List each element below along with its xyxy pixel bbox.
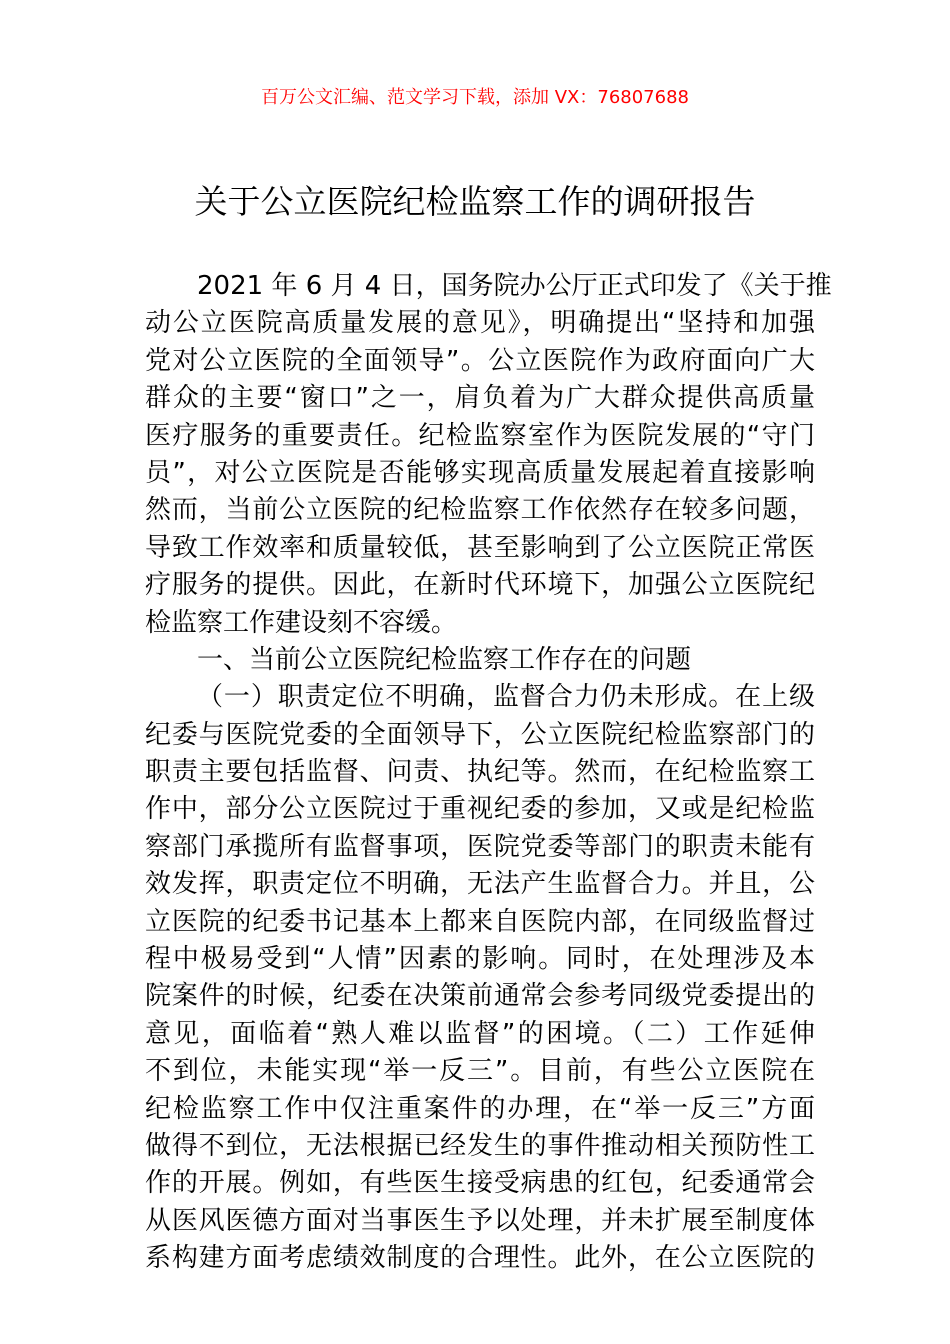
body-line: （一）职责定位不明确，监督合力仍未形成。在上级 (197, 682, 815, 713)
body-line: 不到位，未能实现“举一反三”。目前，有些公立医院在 (145, 1056, 815, 1087)
body-line: 做得不到位，无法根据已经发生的事件推动相关预防性工 (145, 1130, 815, 1161)
body-line: 作中，部分公立医院过于重视纪委的参加，又或是纪检监 (145, 794, 815, 825)
body-line: 然而，当前公立医院的纪检监察工作依然存在较多问题， (145, 495, 815, 526)
body-line: 意见，面临着“熟人难以监督”的困境。（二）工作延伸 (145, 1018, 815, 1049)
body-line: 2021 年 6 月 4 日，国务院办公厅正式印发了《关于推 (197, 271, 832, 301)
body-line: 系构建方面考虑绩效制度的合理性。此外，在公立医院的 (145, 1243, 815, 1274)
body-line: 群众的主要“窗口”之一，肩负着为广大群众提供高质量 (145, 383, 815, 414)
body-line: 导致工作效率和质量较低，甚至影响到了公立医院正常医 (145, 532, 815, 563)
header-watermark-note: 百万公文汇编、范文学习下载，添加 VX：76807688 (261, 87, 689, 108)
body-line: 员”，对公立医院是否能够实现高质量发展起着直接影响 (145, 457, 815, 488)
body-line: 疗服务的提供。因此，在新时代环境下，加强公立医院纪 (145, 570, 815, 601)
body-line: 职责主要包括监督、问责、执纪等。然而，在纪检监察工 (145, 757, 815, 788)
body-line: 从医风医德方面对当事医生予以处理，并未扩展至制度体 (145, 1205, 815, 1236)
body-line: 程中极易受到“人情”因素的影响。同时，在处理涉及本 (145, 944, 815, 975)
section-heading: 一、当前公立医院纪检监察工作存在的问题 (197, 644, 692, 675)
body-line: 效发挥，职责定位不明确，无法产生监督合力。并且，公 (145, 869, 815, 900)
body-line: 作的开展。例如，有些医生接受病患的红包，纪委通常会 (145, 1168, 815, 1199)
body-line: 检监察工作建设刻不容缓。 (145, 607, 458, 638)
body-line: 纪检监察工作中仅注重案件的办理，在“举一反三”方面 (145, 1093, 815, 1124)
body-line: 党对公立医院的全面领导”。公立医院作为政府面向广大 (145, 345, 815, 376)
body-line: 纪委与医院党委的全面领导下，公立医院纪检监察部门的 (145, 719, 815, 750)
body-line: 察部门承揽所有监督事项，医院党委等部门的职责未能有 (145, 831, 815, 862)
body-line: 动公立医院高质量发展的意见》，明确提出“坚持和加强 (145, 308, 815, 339)
body-line: 院案件的时候，纪委在决策前通常会参考同级党委提出的 (145, 981, 815, 1012)
document-body (145, 268, 832, 1278)
body-line: 医疗服务的重要责任。纪检监察室作为医院发展的“守门 (145, 420, 815, 451)
document-title: 关于公立医院纪检监察工作的调研报告 (194, 182, 756, 221)
body-line: 立医院的纪委书记基本上都来自医院内部，在同级监督过 (145, 906, 815, 937)
